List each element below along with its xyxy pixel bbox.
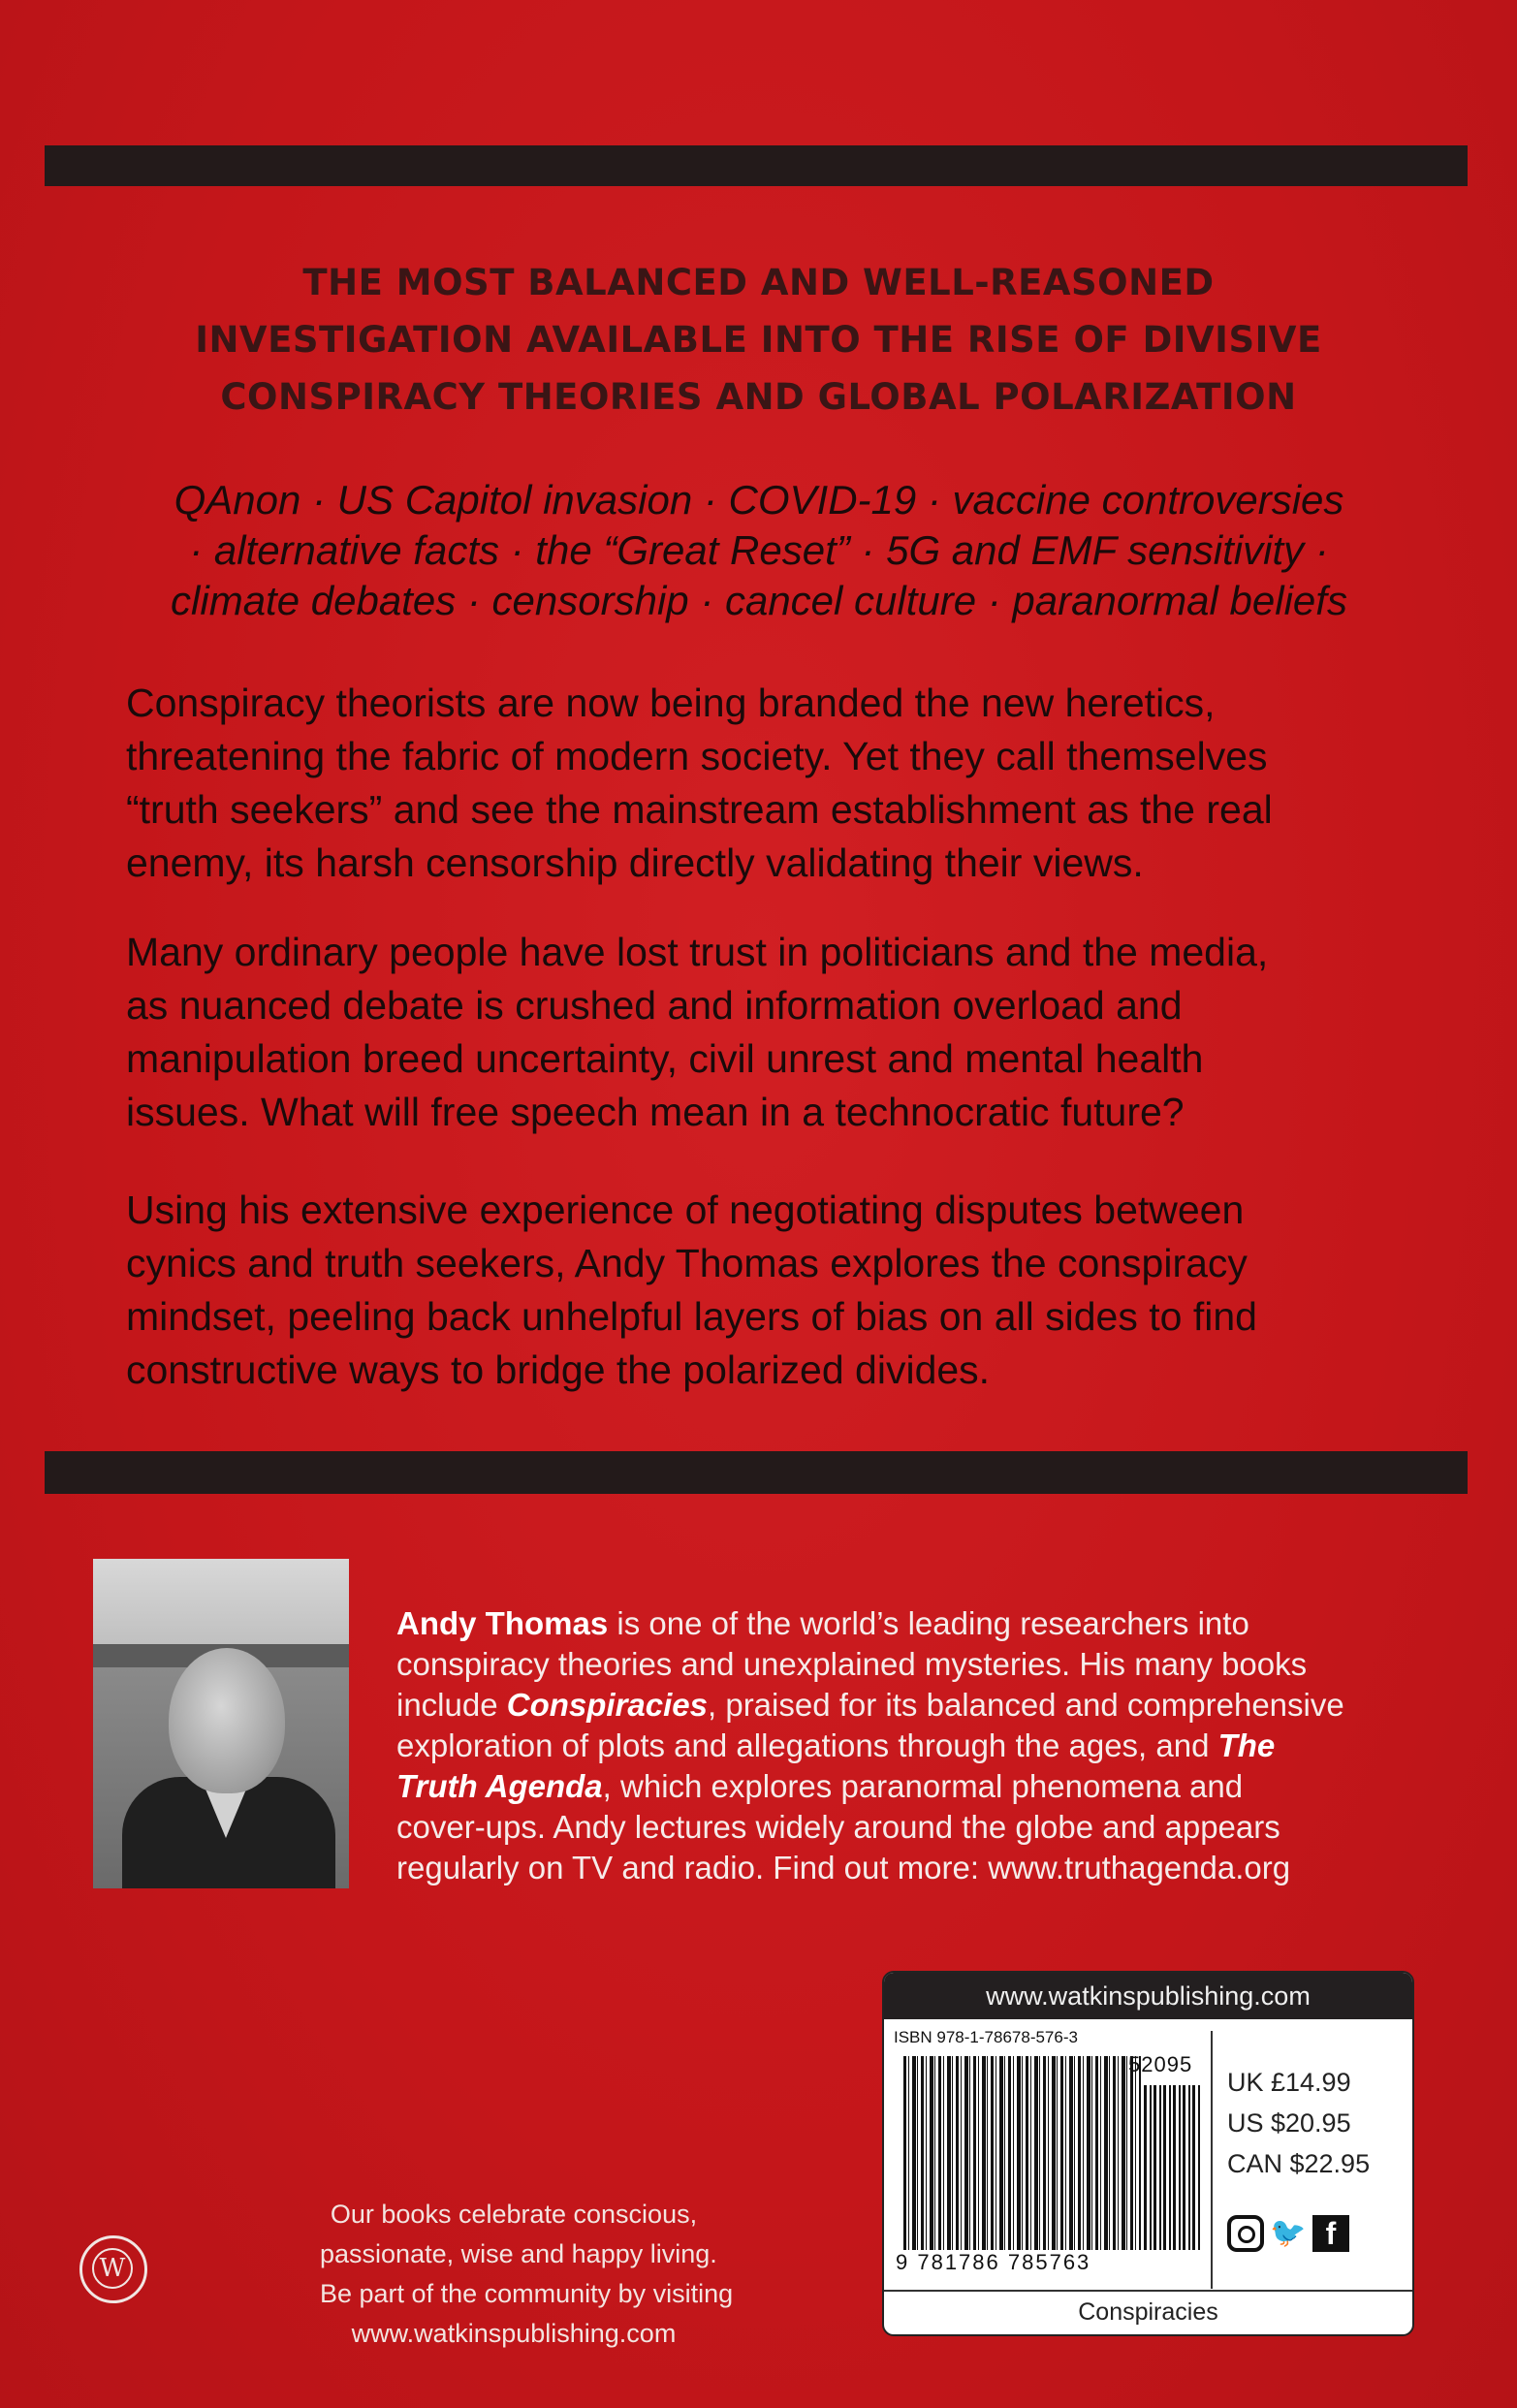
price-divider xyxy=(1211,2031,1213,2289)
blurb-paragraph-3 xyxy=(126,1184,1392,1397)
book-title: The xyxy=(1217,1727,1276,1763)
facebook-icon: f xyxy=(1312,2215,1349,2252)
bio-line: cover-ups. Andy lectures widely around the globe and appears xyxy=(396,1809,1280,1845)
book-title: Truth Agenda xyxy=(396,1768,603,1804)
top-divider-band xyxy=(45,145,1468,186)
paragraph-line: Conspiracy theorists are now being branded the new heretics, xyxy=(126,681,1216,725)
bio-text: include xyxy=(396,1687,507,1723)
bio-line xyxy=(396,1685,1344,1726)
bio-line xyxy=(396,1766,1334,1807)
bio-line: conspiracy theories and unexplained mysteries. His many books xyxy=(396,1646,1308,1682)
paragraph-line: cynics and truth seekers, Andy Thomas explores the conspiracy xyxy=(126,1241,1248,1285)
headline-line: THE MOST BALANCED AND WELL-REASONED xyxy=(302,262,1215,303)
series-divider xyxy=(884,2290,1412,2292)
tagline-line: www.watkinspublishing.com xyxy=(351,2319,677,2348)
publisher-url: www.watkinspublishing.com xyxy=(884,1973,1412,2019)
barcode-digits: 9 781786 785763 xyxy=(896,2250,1091,2274)
social-icons xyxy=(1227,2215,1349,2252)
publisher-tagline xyxy=(320,2195,734,2354)
book-title: Conspiracies xyxy=(506,1687,708,1723)
price-us: US $20.95 xyxy=(1227,2108,1351,2138)
barcode-panel xyxy=(882,1971,1414,2336)
bio-text: is one of the world’s leading researchers into xyxy=(608,1605,1249,1641)
headline xyxy=(0,254,1517,426)
topics-line: QAnon · US Capitol invasion · COVID-19 · vaccine controversies xyxy=(174,477,1344,523)
barcode-addon: 52095 xyxy=(1128,2052,1193,2076)
blurb-paragraph-2 xyxy=(126,926,1392,1139)
tagline-line: passionate, wise and happy living. xyxy=(320,2239,717,2268)
author-bio xyxy=(396,1603,1344,1888)
bio-line: regularly on TV and radio. Find out more: www.truthagenda.org xyxy=(396,1850,1291,1885)
bio-text: exploration of plots and allegations through the ages, and xyxy=(396,1727,1218,1763)
price-can: CAN $22.95 xyxy=(1227,2149,1371,2178)
paragraph-line: “truth seekers” and see the mainstream establishment as the real xyxy=(126,787,1273,832)
topics-line: climate debates · censorship · cancel culture · paranormal beliefs xyxy=(171,578,1347,623)
topics-list xyxy=(126,475,1392,626)
headline-line: INVESTIGATION AVAILABLE INTO THE RISE OF DIVISIVE xyxy=(195,319,1322,361)
instagram-icon xyxy=(1227,2215,1264,2252)
tagline-line: Our books celebrate conscious, xyxy=(330,2200,698,2229)
bio-line xyxy=(396,1603,1334,1644)
paragraph-line: mindset, peeling back unhelpful layers of bias on all sides to find xyxy=(126,1294,1257,1339)
headline-line: CONSPIRACY THEORIES AND GLOBAL POLARIZATION xyxy=(220,376,1297,418)
paragraph-line: manipulation breed uncertainty, civil unrest and mental health xyxy=(126,1036,1204,1081)
topics-line: · alternative facts · the “Great Reset” · 5G and EMF sensitivity · xyxy=(189,527,1329,573)
tagline-line: Be part of the community by visiting xyxy=(320,2279,734,2308)
bio-line xyxy=(396,1726,1334,1766)
barcode-bars xyxy=(903,2056,1141,2250)
barcode-addon-bars xyxy=(1144,2085,1202,2250)
author-photo xyxy=(93,1559,349,1888)
paragraph-line: constructive ways to bridge the polarized divides. xyxy=(126,1347,991,1392)
paragraph-line: Many ordinary people have lost trust in politicians and the media, xyxy=(126,930,1269,974)
blurb-paragraph-1 xyxy=(126,677,1392,890)
watkins-logo-icon xyxy=(79,2235,147,2303)
isbn-label: ISBN 978-1-78678-576-3 xyxy=(894,2028,1078,2046)
twitter-icon: 🐦 xyxy=(1270,2217,1307,2249)
logo-letter: W xyxy=(92,2248,133,2289)
middle-divider-band xyxy=(45,1451,1468,1494)
author-name: Andy Thomas xyxy=(396,1605,609,1641)
price-uk: UK £14.99 xyxy=(1227,2068,1351,2097)
bio-text: , which explores paranormal phenomena and xyxy=(602,1768,1244,1804)
paragraph-line: issues. What will free speech mean in a technocratic future? xyxy=(126,1090,1185,1134)
paragraph-line: as nuanced debate is crushed and information overload and xyxy=(126,983,1183,1028)
series-title: Conspiracies xyxy=(1078,2298,1218,2326)
paragraph-line: threatening the fabric of modern society. Yet they call themselves xyxy=(126,734,1268,778)
paragraph-line: Using his extensive experience of negotiating disputes between xyxy=(126,1188,1245,1232)
paragraph-line: enemy, its harsh censorship directly validating their views. xyxy=(126,840,1144,885)
bio-text: , praised for its balanced and comprehensive xyxy=(708,1687,1344,1723)
